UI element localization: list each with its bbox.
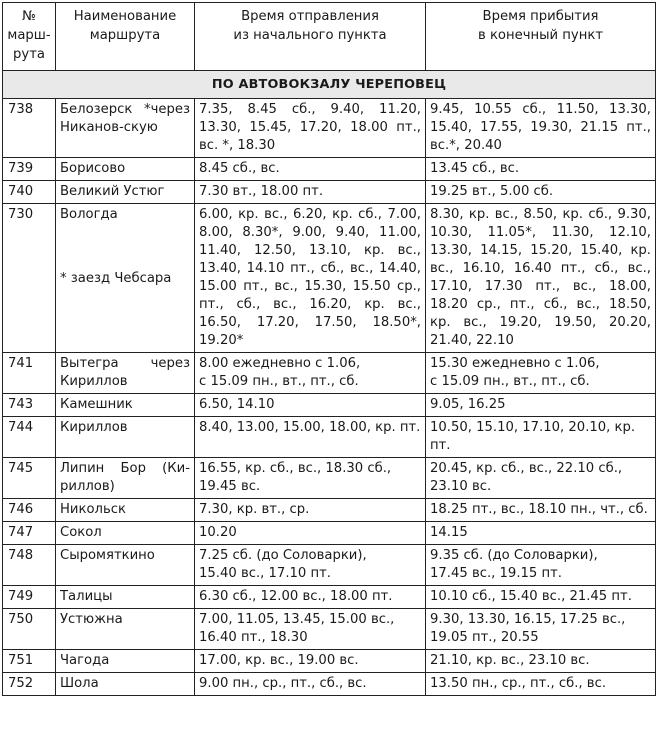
departure-times: 7.00, 11.05, 13.45, 15.00 вс., 16.40 пт., 18.30 [195,609,426,650]
route-note: * заезд Чебсара [60,271,172,286]
route-name: Сокол [56,522,195,545]
section-row [3,71,656,99]
route-number: 739 [3,158,56,181]
header-arrival-time: Время прибытия в конечный пункт [426,3,656,71]
departure-times: 17.00, кр. вс., 19.00 вс. [195,650,426,673]
departure-times: 7.30, кр. вт., ср. [195,499,426,522]
arrival-times: 20.45, кр. сб., вс., 22.10 сб., 23.10 вс. [426,458,656,499]
arrival-times: 10.50, 15.10, 17.10, 20.10, кр. пт. [426,417,656,458]
table-row [3,673,656,696]
table-row [3,417,656,458]
route-name: Камешник [56,394,195,417]
arrival-times: 9.45, 10.55 сб., 11.50, 13.30, 15.40, 17.55, 19.30, 21.15 пт., вс.*, 20.40 [426,99,656,158]
route-name: Шола [56,673,195,696]
route-number: 750 [3,609,56,650]
departure-times: 6.30 сб., 12.00 вс., 18.00 пт. [195,586,426,609]
departure-times: 8.40, 13.00, 15.00, 18.00, кр. пт. [195,417,426,458]
arrival-times: 13.50 пн., ср., пт., сб., вс. [426,673,656,696]
route-name: Сыромяткино [56,545,195,586]
route-number: 730 [3,204,56,353]
route-name: Великий Устюг [56,181,195,204]
route-number: 741 [3,353,56,394]
route-number: 740 [3,181,56,204]
route-name: Устюжна [56,609,195,650]
table-row [3,650,656,673]
arrival-times: 13.45 сб., вс. [426,158,656,181]
departure-times: 8.45 сб., вс. [195,158,426,181]
departure-times: 7.35, 8.45 сб., 9.40, 11.20, 13.30, 15.45, 17.20, 18.00 пт., вс. *, 18.30 [195,99,426,158]
table-row [3,181,656,204]
departure-times: 7.30 вт., 18.00 пт. [195,181,426,204]
departure-times: 16.55, кр. сб., вс., 18.30 сб., 19.45 вс. [195,458,426,499]
departure-times: 8.00 ежедневно с 1.06, с 15.09 пн., вт., пт., сб. [195,353,426,394]
table-row [3,458,656,499]
header-route-name: Наименование маршрута [56,3,195,71]
table-row [3,204,656,353]
route-number: 747 [3,522,56,545]
table-row [3,522,656,545]
table-row [3,158,656,181]
table-row [3,99,656,158]
table-row [3,545,656,586]
table-row [3,499,656,522]
route-name-cell [56,204,195,353]
route-number: 743 [3,394,56,417]
arrival-times: 14.15 [426,522,656,545]
route-number: 751 [3,650,56,673]
route-number: 749 [3,586,56,609]
departure-times: 6.50, 14.10 [195,394,426,417]
arrival-times: 8.30, кр. вс., 8.50, кр. сб., 9.30, 10.30, 11.05*, 11.30, 12.10, 13.30, 14.15, 15.20, 15.40, кр. вс., 16.10, 16.40 пт., сб., вс., 17.10, 17.30 пт., вс., 18.00, 18.20 ср., пт., сб., вс., 18.50, кр. вс., 19.20, 19.50, 20.20, 21.40, 22.10 [426,204,656,353]
arrival-times: 9.35 сб. (до Соловарки), 17.45 вс., 19.15 пт. [426,545,656,586]
section-title: ПО АВТОВОКЗАЛУ ЧЕРЕПОВЕЦ [3,71,656,99]
route-name: Чагода [56,650,195,673]
table-row [3,394,656,417]
route-name: Белозерск *через Никанов-скую [56,99,195,158]
route-name: Никольск [56,499,195,522]
arrival-times: 9.05, 16.25 [426,394,656,417]
route-number: 746 [3,499,56,522]
route-number: 748 [3,545,56,586]
departure-times: 10.20 [195,522,426,545]
route-number: 738 [3,99,56,158]
route-name: Кириллов [56,417,195,458]
arrival-times: 15.30 ежедневно с 1.06, с 15.09 пн., вт., пт., сб. [426,353,656,394]
route-name: Липин Бор (Ки-риллов) [56,458,195,499]
table-row [3,353,656,394]
route-name: Вытегра через Кириллов [56,353,195,394]
arrival-times: 9.30, 13.30, 16.15, 17.25 вс., 19.05 пт., 20.55 [426,609,656,650]
arrival-times: 18.25 пт., вс., 18.10 пн., чт., сб. [426,499,656,522]
route-name: Талицы [56,586,195,609]
table-row [3,609,656,650]
route-number: 744 [3,417,56,458]
route-name: Вологда [60,207,118,222]
table-row [3,586,656,609]
header-row [3,3,656,71]
arrival-times: 10.10 сб., 15.40 вс., 21.45 пт. [426,586,656,609]
departure-times: 7.25 сб. (до Соловарки), 15.40 вс., 17.10 пт. [195,545,426,586]
header-route-number: № марш- рута [3,3,56,71]
arrival-times: 21.10, кр. вс., 23.10 вс. [426,650,656,673]
departure-times: 6.00, кр. вс., 6.20, кр. сб., 7.00, 8.00, 8.30*, 9.00, 9.40, 11.00, 11.40, 12.50, 13.10, кр. вс., 13.40, 14.10 пт., сб., вс., 14.40, 15.00 пт., вс., 15.30, 15.50 ср., пт., сб., вс., 16.20, кр. вс., 16.50, 17.20, 17.50, 18.50*, 19.20* [195,204,426,353]
departure-times: 9.00 пн., ср., пт., сб., вс. [195,673,426,696]
route-number: 745 [3,458,56,499]
route-number: 752 [3,673,56,696]
arrival-times: 19.25 вт., 5.00 сб. [426,181,656,204]
route-name: Борисово [56,158,195,181]
header-departure-time: Время отправления из начального пункта [195,3,426,71]
bus-schedule-table [2,2,656,696]
